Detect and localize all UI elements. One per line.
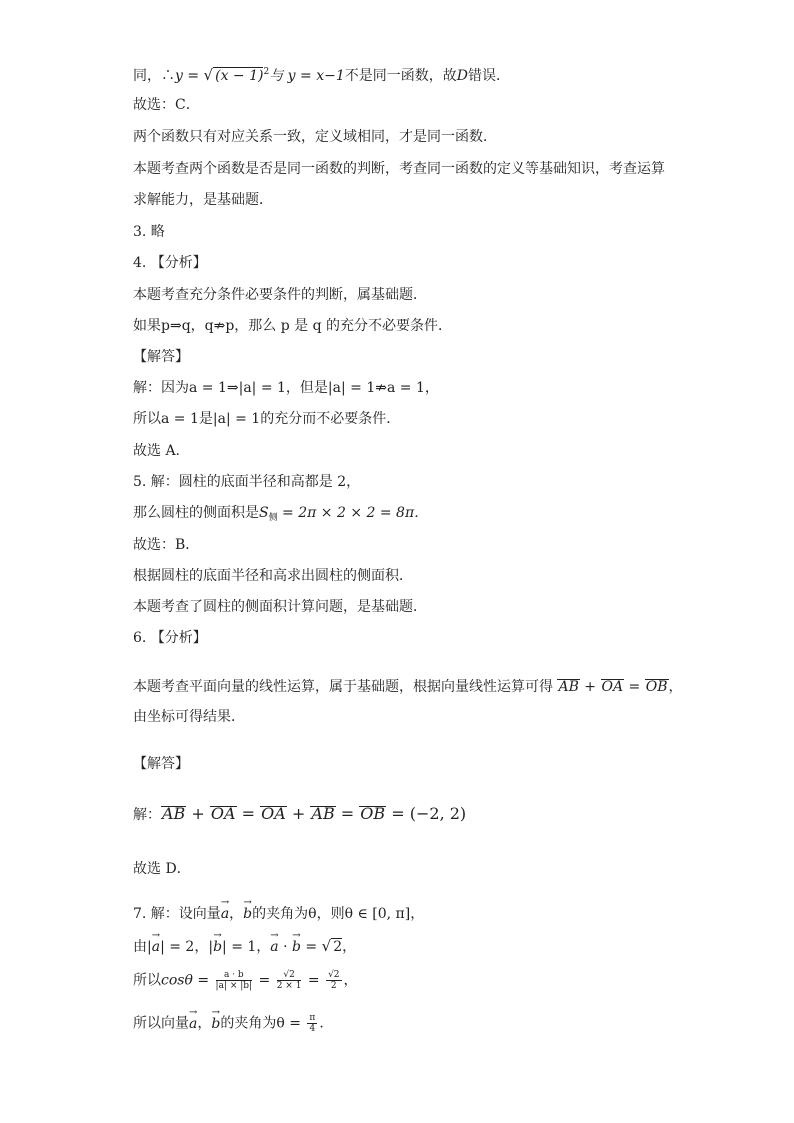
math: y =: [175, 68, 204, 84]
subscript: 侧: [268, 513, 278, 523]
line-24: 故选 D．: [133, 861, 191, 877]
text: 7. 解：设向量: [133, 906, 221, 922]
fraction: [216, 970, 253, 991]
line-20: [133, 677, 683, 697]
math-sqrt: (x − 1): [215, 68, 264, 84]
exponent: 2: [263, 67, 270, 77]
op: =: [303, 972, 325, 989]
text: 所以向量: [133, 1015, 189, 1032]
text: 由|: [133, 939, 152, 955]
line-2: 故选：C．: [133, 97, 200, 113]
line-7: 4. 【分析】: [133, 255, 207, 271]
line-3: 两个函数只有对应关系一致，定义域相同，才是同一函数．: [133, 129, 497, 145]
math: 与 y = x−1: [269, 68, 345, 84]
line-12: 所以a = 1是|a| = 1的充分而不必要条件．: [133, 411, 401, 427]
text: 那么圆柱的侧面积是: [133, 505, 259, 521]
vector: AB: [311, 804, 335, 823]
vector-a: → a: [152, 937, 160, 957]
line-26: [133, 936, 356, 957]
vector: AB: [162, 804, 186, 823]
text: ．: [319, 1015, 334, 1032]
line-23: [133, 804, 466, 825]
vector-a: → a: [189, 1014, 197, 1034]
denominator: 2 × 1: [276, 981, 302, 991]
text: ，: [342, 939, 357, 955]
vector: AB: [558, 679, 579, 695]
fraction: [307, 1013, 317, 1034]
vector-a: → a: [221, 904, 229, 924]
line-8: 本题考查充分条件必要条件的判断，属基础题．: [133, 287, 427, 303]
line-28: [133, 1013, 333, 1034]
op: =: [192, 972, 214, 989]
math: = 2π × 2 × 2 = 8π．: [277, 505, 429, 521]
denominator: 4: [309, 1024, 316, 1034]
line-15: [133, 503, 428, 528]
numerator: π: [309, 1013, 316, 1023]
radical-sign: √: [203, 66, 214, 84]
vector: OA: [210, 804, 236, 823]
text: ，: [229, 906, 244, 922]
line-19: 6. 【分析】: [133, 630, 207, 646]
vector-b: → b: [213, 937, 222, 957]
line-22: 【解答】: [133, 756, 189, 772]
line-10: 【解答】: [133, 349, 189, 365]
line-9: 如果p⇒q，q⇏p，那么 p 是 q 的充分不必要条件．: [133, 318, 453, 334]
line-11: 解：因为a = 1⇒|a| = 1，但是|a| = 1⇏a = 1，: [133, 380, 439, 396]
line-5: 求解能力，是基础题．: [133, 192, 273, 208]
text: 错误．: [467, 68, 510, 84]
op: =: [386, 804, 410, 823]
line-4: 本题考查两个函数是否是同一函数的判断，考查同一函数的定义等基础知识，考查运算: [133, 161, 665, 177]
text: 本题考查平面向量的线性运算，属于基础题，根据向量线性运算可得: [133, 679, 553, 695]
denominator: 2: [330, 981, 337, 991]
text: | = 2，|: [160, 939, 214, 955]
text: 的夹角为θ =: [220, 1015, 306, 1032]
line-27: [133, 970, 358, 991]
line-25: [133, 904, 424, 924]
op: =: [300, 939, 322, 955]
text: 的夹角为θ，则θ ∈ [0, π]，: [252, 906, 425, 922]
op: +: [186, 804, 210, 823]
line-13: 故选 A.: [133, 443, 181, 459]
fraction: [277, 970, 302, 991]
vector: OA: [601, 679, 624, 695]
op: =: [236, 804, 261, 823]
numerator: a · b: [216, 970, 253, 981]
text: | = 1，: [222, 939, 271, 955]
op: =: [335, 804, 360, 823]
result: (−2, 2): [409, 804, 467, 823]
line-18: 本题考查了圆柱的侧面积计算问题，是基础题．: [133, 599, 427, 615]
math-sqrt: 2: [333, 939, 343, 955]
text: ，: [668, 679, 683, 695]
op: =: [624, 679, 645, 695]
math: cosθ: [161, 972, 193, 989]
vector-a: → a: [270, 937, 278, 957]
vector-b: → b: [243, 904, 252, 924]
vector: OB: [360, 804, 386, 823]
op: +: [579, 679, 601, 695]
numerator: √2: [328, 970, 340, 980]
line-21: 由坐标可得结果．: [133, 709, 245, 725]
math: D: [456, 68, 468, 84]
fraction: [326, 970, 341, 991]
denominator: |a| × |b|: [215, 981, 253, 991]
op: =: [254, 972, 275, 989]
op: ·: [278, 939, 293, 955]
radical-sign: √: [321, 937, 332, 955]
vector-b: → b: [292, 937, 301, 957]
line-14: 5. 解：圆柱的底面半径和高都是 2，: [133, 474, 361, 490]
text: 同，∴: [133, 68, 175, 84]
text: ，: [343, 972, 358, 989]
line-16: 故选：B．: [133, 537, 200, 553]
math: S: [259, 505, 269, 521]
numerator: √2: [277, 970, 302, 981]
text: 不是同一函数，故: [344, 68, 457, 84]
vector-b: → b: [211, 1014, 220, 1034]
line-1: [133, 62, 510, 86]
text: 解：: [133, 807, 161, 823]
line-17: 根据圆柱的底面半径和高求出圆柱的侧面积．: [133, 568, 413, 584]
vector: OA: [261, 804, 286, 823]
op: +: [286, 804, 311, 823]
line-6: 3. 略: [133, 224, 165, 240]
text: 所以: [133, 972, 161, 989]
text: ，: [197, 1015, 212, 1032]
vector: OB: [645, 679, 668, 695]
